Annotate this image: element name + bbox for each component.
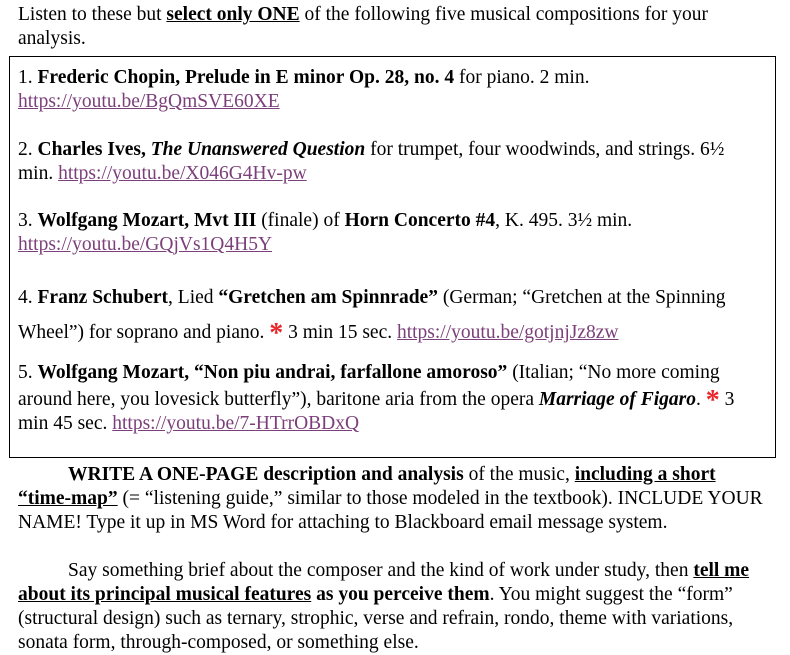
youtube-link[interactable]: https://youtu.be/GQjVs1Q4H5Y: [18, 234, 273, 255]
instructions-text: of the music,: [463, 464, 575, 485]
item-number: 2.: [18, 139, 38, 160]
instructions-text-rest: (= “listening guide,” similar to those modeled in the textbook). INCLUDE YOUR NAME! Type it up in MS Word for attaching to Blackboard email message system.: [18, 488, 763, 533]
guidance-text-rest: . You might suggest the “form” (structural design) such as ternary, strophic, verse and refrain, rondo, theme with variations, sonata form, through-composed, or something else.: [18, 584, 734, 653]
composition-item-4: [18, 282, 763, 349]
item-details: , K. 495. 3½ min.: [495, 210, 633, 231]
composition-item-3: [18, 209, 763, 257]
youtube-link[interactable]: https://youtu.be/7-HTrrOBDxQ: [112, 413, 360, 434]
item-title: Frederic Chopin, Prelude in E minor Op. 28, no. 4: [37, 67, 455, 88]
composition-item-5: [18, 361, 763, 436]
guidance-bold: as you perceive them: [311, 584, 490, 605]
item-connector: , Lied: [168, 287, 219, 308]
composition-item-2: [18, 138, 763, 186]
item-duration: 3 min 45 sec.: [18, 389, 735, 434]
item-composer: Wolfgang Mozart, Mvt III: [37, 210, 257, 231]
intro-text-pre: Listen to these but: [18, 4, 167, 25]
item-title: Wolfgang Mozart, “Non piu andrai, farfallone amoroso”: [37, 362, 508, 383]
instructions-paragraph: [18, 463, 770, 535]
guidance-text: Say something brief about the composer and the kind of work under study, then: [68, 560, 694, 581]
asterisk-marker: *: [269, 318, 284, 349]
item-title: “Gretchen am Spinnrade”: [218, 287, 438, 308]
intro-paragraph: [18, 3, 768, 51]
youtube-link[interactable]: https://youtu.be/X046G4Hv-pw: [58, 163, 307, 184]
item-details: (German; “Gretchen at the Spinning Wheel”) for soprano and piano.: [18, 287, 726, 343]
item-duration: 3 min 15 sec.: [283, 322, 397, 343]
guidance-emphasis: tell me about its principal musical features: [18, 560, 750, 605]
item-number: 4.: [18, 287, 38, 308]
youtube-link[interactable]: https://youtu.be/BgQmSVE60XE: [18, 91, 280, 112]
instructions-heading: WRITE A ONE-PAGE description and analysis: [68, 464, 464, 485]
item-title: The Unanswered Question: [150, 139, 366, 160]
composition-list-box: [9, 56, 776, 458]
instructions-emphasis: including a short “time-map”: [18, 464, 716, 509]
item-period: .: [695, 389, 706, 410]
item-details: for trumpet, four woodwinds, and strings. 6½ min.: [18, 139, 725, 184]
item-number: 5.: [18, 362, 38, 383]
item-opera: Marriage of Figaro: [538, 389, 696, 410]
item-composer: Charles Ives,: [37, 139, 151, 160]
item-number: 3.: [18, 210, 38, 231]
item-composer: Franz Schubert: [37, 287, 169, 308]
item-number: 1.: [18, 67, 38, 88]
item-details: (Italian; “No more coming around here, you lovesick butterfly”), baritone aria from the opera: [18, 362, 720, 410]
intro-emphasis: select only ONE: [166, 4, 300, 25]
guidance-paragraph: [18, 559, 770, 655]
asterisk-marker: *: [705, 385, 720, 416]
composition-item-1: [18, 66, 763, 114]
item-details: for piano. 2 min.: [454, 67, 590, 88]
youtube-link[interactable]: https://youtu.be/gotjnjJz8zw: [396, 322, 619, 343]
item-title: Horn Concerto #4: [344, 210, 496, 231]
intro-text-post: of the following five musical compositions for your analysis.: [18, 4, 708, 49]
item-connector: (finale) of: [256, 210, 345, 231]
